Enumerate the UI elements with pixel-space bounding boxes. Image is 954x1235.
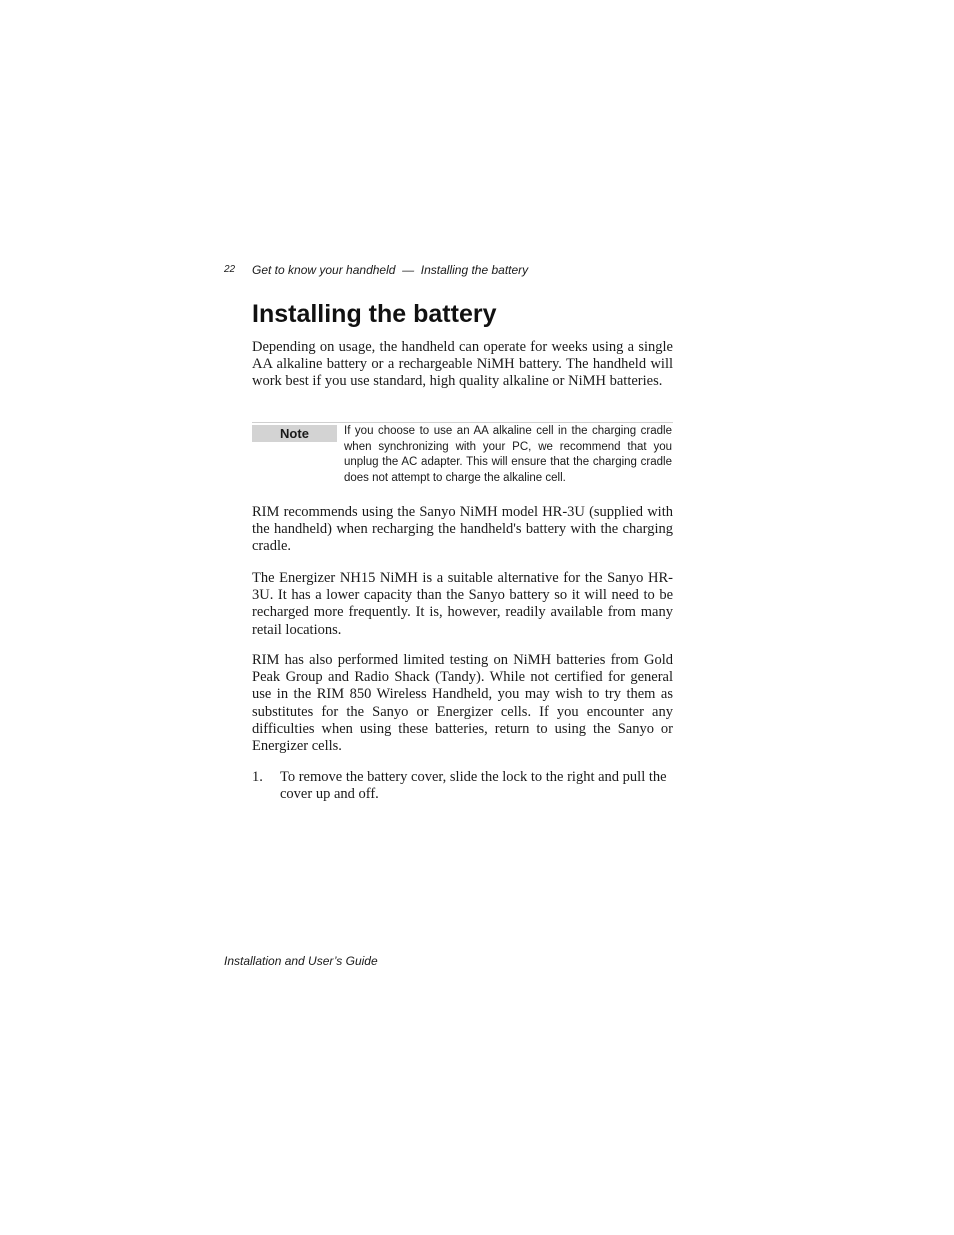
step-text: To remove the battery cover, slide the lock to the right and pull the cover up and off. (280, 769, 667, 803)
note-label: Note (252, 425, 337, 442)
breadcrumb: Get to know your handheld — Installing the battery (252, 263, 529, 277)
note-text: If you choose to use an AA alkaline cell in the charging cradle when synchronizing with your PC, we recommend that you unplug the AC adapter. This will ensure that the charging cradle does not attempt to charge the alkaline cell. (344, 425, 672, 484)
paragraph-energizer: The Energizer NH15 NiMH is a suitable alternative for the Sanyo HR-3U. It has a lower capacity than the Sanyo battery so it will need to be recharged more frequently. It is, however, readily available from many retail locations. (252, 570, 673, 638)
running-footer: Installation and User’s Guide (224, 954, 378, 968)
paragraph-testing: RIM has also performed limited testing on NiMH batteries from Gold Peak Group and Radio Shack (Tandy). While not certified for general use in the RIM 850 Wireless Handheld, you may wish to try them as substitutes for the Sanyo or Energizer cells. If you encounter any difficulties when using these batteries, return to using the Sanyo or Energizer cells. (252, 652, 673, 755)
section-title: Installing the battery (252, 300, 497, 328)
page-number: 22 (224, 264, 236, 275)
step-number: 1. (252, 769, 263, 785)
note-box (252, 422, 673, 489)
paragraph-intro: Depending on usage, the handheld can operate for weeks using a single AA alkaline battery or a rechargeable NiMH battery. The handheld will work best if you use standard, high quality alkaline or NiMH batteries. (252, 339, 673, 390)
paragraph-sanyo: RIM recommends using the Sanyo NiMH model HR-3U (supplied with the handheld) when recharging the handheld's battery with the charging cradle. (252, 504, 673, 555)
